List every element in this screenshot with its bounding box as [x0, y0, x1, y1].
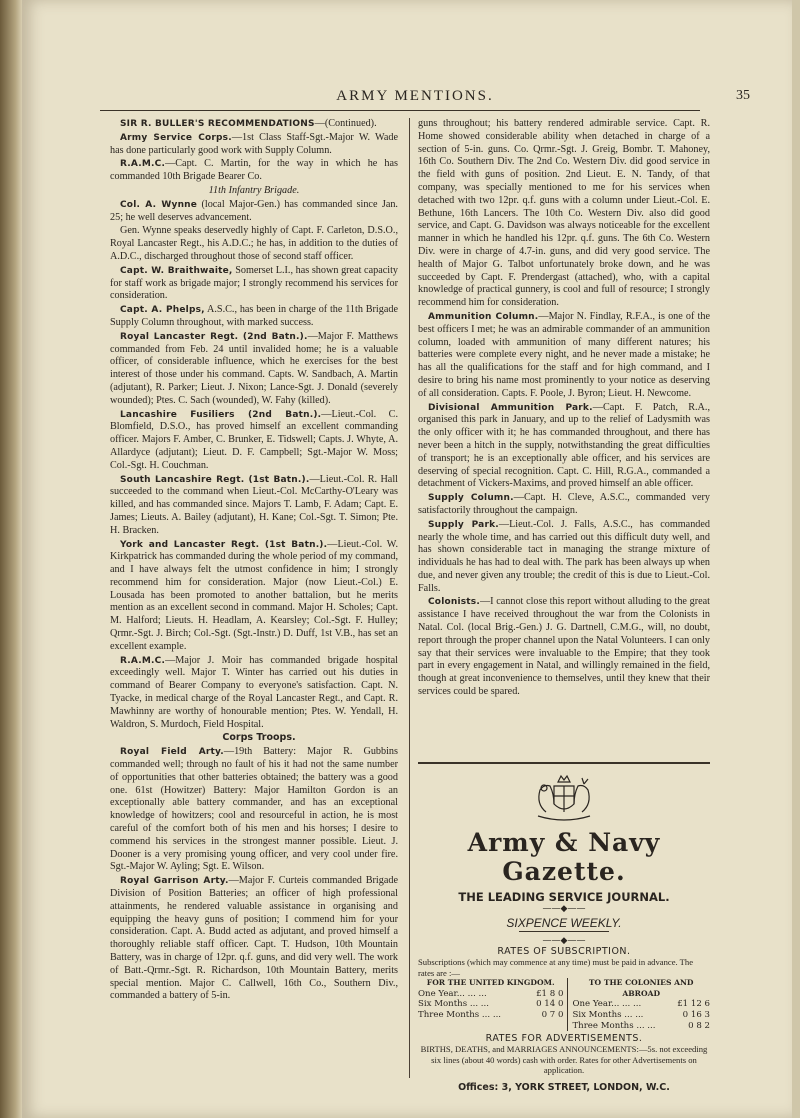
unit-heading: R.A.M.C. [120, 159, 166, 170]
running-header [70, 88, 760, 112]
section-heading: Corps Troops. [222, 732, 296, 744]
ads-heading: RATES FOR ADVERTISEMENTS. [485, 1033, 643, 1045]
rate-row [572, 1021, 710, 1032]
paragraph-text: —Capt. F. Patch, R.A., organised this park in January, and up to the relief of Ladysmith was the only officer with it; he has commanded throughout, and there has never been a hitch in the supply, notwithstanding the great difficulties of transport; he is an exceptionally able officer, and his services are deserving of special recognition. Capt. C. Hill, R.G.A., commanded a detachment of Vickers-Maxims, and proved himself an able officer. [418, 401, 710, 490]
unit-heading: Capt. W. Braithwaite, [120, 265, 233, 276]
paragraph [110, 474, 398, 538]
royal-coat-of-arms-icon [518, 768, 610, 826]
rate-price: 0 14 0 [536, 999, 564, 1010]
brigade-subheading: 11th Infantry Brigade. [208, 184, 300, 196]
paragraph-text: —Capt. H. Cleve, A.S.C., commanded very satisfactorily throughout the campaign. [418, 492, 710, 516]
rate-label: Three Months ... ... [572, 1020, 656, 1031]
paragraph [418, 596, 710, 698]
paragraph-text: —Lieut.-Col. R. Hall succeeded to the command when Lieut.-Col. McCarthy-O'Leary was killed, and has commanded since. Majors T. Lamb, F. Adam; Capt. E. James; Lieuts. A. Bailey (adjutant), H. Kane; Col.-Sgt. T. Simon; Pte. H. Bracken. [110, 473, 398, 536]
paragraph-text: —Lieut.-Col. C. Blomfield, D.S.O., has proved himself an excellent commanding officer. Majors F. Amber, C. Brunker, E. Tidswell; Capts. J. Whyte, A. Allardyce (adjutant); Lieut. D. F. Campbell; Sgt.-Major W. Moss; Col.-Sgt. H. Couchman. [110, 408, 399, 471]
unit-heading: Colonists. [428, 597, 480, 608]
price-rule [519, 931, 609, 932]
rate-label: Six Months ... ... [418, 999, 489, 1010]
rate-price: 0 8 2 [688, 1020, 710, 1031]
paragraph [418, 402, 710, 492]
paragraph [110, 225, 398, 263]
paragraph [110, 875, 398, 1003]
paragraph-text: —Capt. C. Martin, for the way in which he has commanded 10th Brigade Bearer Co. [110, 158, 398, 183]
unit-heading: Lancashire Fusiliers (2nd Batn.). [120, 409, 322, 420]
rate-row [418, 989, 563, 1000]
unit-heading: South Lancashire Regt. (1st Batn.). [120, 474, 310, 485]
unit-heading: Supply Park. [428, 519, 499, 530]
paragraph-text: (local Major-Gen.) has commanded since Jan. 25; he well deserves advancement. [110, 198, 398, 223]
unit-heading: Divisional Ammunition Park. [428, 402, 593, 413]
paragraph [110, 132, 398, 158]
rate-label: Three Months ... ... [418, 1009, 502, 1020]
unit-heading: Supply Column. [428, 493, 514, 504]
paragraph [110, 158, 398, 184]
paragraph-text: —19th Battery: Major R. Gubbins commanded well; through no fault of his it had not the same number of opportunities that other batteries obtained; the battery was a good one. 61st (Howitzer) Battery: Major Hamilton Gordon is an exceptionally able battery commander, and has an exceptional knowledge of howitzers; cool and resourceful in action, he is most careful of the comfort both of his men and his horses; I desire to commend his services in the strongest manner possible. Lieut. J. Dooner is a very promising young officer, and very cool under fire. Sgt.-Major W. Ayling; Sgt. E. Wilson. [110, 746, 398, 873]
unit-heading: Ammunition Column. [428, 311, 539, 322]
uk-rates [418, 978, 568, 1031]
paragraph-text: Gen. Wynne speaks deservedly highly of Capt. F. Carleton, D.S.O., Royal Lancaster Regt., his A.D.C.; he has, in addition to the duties of A.D.C., discharged throughout those of second staff officer. [110, 225, 398, 262]
unit-heading: Royal Field Arty. [120, 747, 224, 758]
column-divider [409, 118, 410, 1078]
paragraph-text: —Major N. Findlay, R.F.A., is one of the best officers I met; he was an admirable commander of an ammunition column, loaded with ammunition of many different natures; his batteries were complete every night, and he never made a mistake; he has all the qualifications for the staff and for high command, and I desire to bring his name most prominently to your notice as deserving of all consideration. Capts. F. Poole, J. Byron; Lieut. H. Newcome. [418, 310, 710, 399]
unit-heading: Capt. A. Phelps, [120, 305, 205, 316]
left-column [110, 118, 398, 1004]
gazette-title: Army & Navy Gazette. [467, 828, 661, 886]
advert-rule [418, 762, 710, 764]
unit-heading: Royal Garrison Arty. [120, 876, 229, 887]
page-title: ARMY MENTIONS. [336, 88, 494, 104]
rate-price: 0 7 0 [541, 1009, 564, 1020]
header-rule [100, 110, 700, 111]
paragraph-text: —(Continued). [314, 118, 377, 129]
paragraph [418, 118, 710, 310]
rate-label: Six Months ... ... [572, 1009, 644, 1020]
paragraph-text: A.S.C., has been in charge of the 11th Brigade Supply Column throughout, with marked success. [110, 304, 398, 328]
paragraph-text: —1st Class Staff-Sgt.-Major W. Wade has done particularly good work with Supply Column. [110, 131, 398, 156]
unit-heading: R.A.M.C. [120, 655, 166, 666]
paragraph [418, 311, 710, 401]
paragraph-text: —Lieut.-Col. W. Kirkpatrick has commanded during the whole period of my command, and I have always felt the utmost confidence in him; I strongly recommend him for consideration. Major (now Lieut.-Col.) E. Lousada has been promoted to another battalion, but he merits mention as an excellent second in command. Major H. Scholes; Capt. M. Halford; Lieuts. H. Headlam, A. Kearsley; Col.-Sgt. F. Hulley; Qrmr.-Sgt. J. Birch; Col.-Sgt. (Sgt.-Instr.) D. Duff, 1st V.B., has set an excellent example. [110, 538, 398, 652]
paragraph-text: Somerset L.I., has shown great capacity for staff work as brigade major; I strongly recommend his services for consideration. [110, 264, 398, 302]
ornament: ——◆—— [542, 936, 586, 946]
ornament: ——◆—— [542, 904, 586, 914]
rate-price: £1 8 0 [536, 988, 564, 999]
ads-text: BIRTHS, DEATHS, and MARRIAGES ANNOUNCEMENTS:—5s. not exceeding six lines (about 40 words) cash with order. Rates for other Advertisements on application. [420, 1044, 708, 1076]
unit-heading: SIR R. BULLER'S RECOMMENDATIONS [120, 119, 315, 129]
paragraph [418, 492, 710, 518]
paragraph-text: —Major F. Curteis commanded Brigade Division of Position Batteries; an officer of high professional attainments, he rendered valuable assistance in organising and equipping the heavy guns of position; I commend him for your consideration. Capt. A. Budd acted as adjutant, and proved himself a thoroughly reliable staff officer. Capt. T. Hudson, 10th Mountain Battery, was in charge of 12pr. q.f. guns, and did very well. The work of Batt.-Qrmr.-Sgt. R. Richardson, 10th Mountain Battery, merits special mention. Major C. Callwell, 16th Co., Southern Div., commanded a battery of 5-in. [110, 875, 398, 1002]
paragraph-text: —Major F. Matthews commanded from Feb. 24 until invalided home; he is a valuable officer, of considerable influence, which he exercises for the best interest of those under his command. Capts. W. Sandbach, A. Martin (adjutant), R. Parker; Lieut. J. Nixon; Lance-Sgt. J. Donald (severely wounded); Ptes. C. Sach (wounded), W. Fahy (killed). [110, 330, 398, 406]
paragraph [110, 265, 398, 303]
right-column [418, 118, 710, 700]
rate-row [418, 1010, 563, 1021]
paragraph [110, 199, 398, 225]
paragraph-text: —I cannot close this report without alluding to the great assistance I have received throughout the war from the Colonists in Natal. Col. (local Brig.-Gen.) J. G. Dartnell, C.M.G., will, no doubt, report through the proper channel upon the Natal Volunteers. I can only say that their services were invaluable to the Empire; that they took part in every engagement in Natal, and willingly remained in the field, though at great inconvenience to themselves, until they knew that their services could be spared. [418, 596, 710, 698]
paragraph [110, 409, 398, 473]
gazette-price: SIXPENCE WEEKLY. [506, 916, 622, 930]
paragraph [110, 304, 398, 330]
unit-heading: York and Lancaster Regt. (1st Batn.). [120, 539, 328, 550]
gazette-advertisement [418, 762, 710, 1093]
rates-note: Subscriptions (which may commence at any time) must be paid in advance. The rates are :— [418, 957, 694, 978]
unit-heading: Col. A. Wynne [120, 199, 198, 210]
paragraph [110, 118, 398, 131]
paragraph-text: —Major J. Moir has commanded brigade hospital exceedingly well. Major T. Winter has carried out his duties in command of Bearer Company to everyone's satisfaction. Capt. N. Tyacke, in medical charge of the Royal Lancaster Regt., and Capt. R. Mawhinny are worthy of honourable mention; Ptes. W. Yendall, H. Waldron, S. Murdoch, Field Hospital. [110, 654, 398, 730]
uk-rates-heading: FOR THE UNITED KINGDOM. [426, 978, 555, 988]
rate-label: One Year... ... ... [418, 988, 487, 999]
paragraph-text: guns throughout; his battery rendered admirable service. Capt. R. Home showed considerable ability when detached in charge of a section of 5-in. guns. Co. Qrmr.-Sgt. J. Greig, Bombr. T. Mahoney, 16th Co. Southern Div. The 2nd Co. Western Div. did good service in the field with guns of position. 2nd Lieut. E. N. Tandy, of that company, was specially mentioned to me for his services when detached with two 12pr. q.f. guns with a column under Lieut.-Col. E. Bethune, 16th Lancers. The 10th Co. Western Div. also did good service, and Capt. G. Davidson was always noticeable for the excellent manner in which he handled his 12pr. q.f. guns. The 6th Co. Western Div. were in charge of 4.7-in. guns, and did very good service. The health of Major G. Talbot unfortunately broke down, and he was succeeded by Capt. F. Prendergast (attached), who, with a capital knowledge of practical gunnery, is cool and full of resource; I strongly recommend him for consideration. [418, 118, 710, 309]
paragraph [110, 655, 398, 732]
paragraph [110, 331, 398, 408]
rate-label: One Year... ... ... [572, 999, 642, 1010]
paragraph [418, 519, 710, 596]
paragraph [110, 539, 398, 654]
abroad-rates-heading: TO THE COLONIES AND ABROAD [588, 978, 694, 998]
rate-row [418, 999, 563, 1010]
rate-row [572, 1010, 710, 1021]
gazette-tagline: THE LEADING SERVICE JOURNAL. [458, 890, 670, 904]
paragraph-text: —Lieut.-Col. J. Falls, A.S.C., has commanded nearly the whole time, and has carried out this difficult duty well, and has shown considerable tact in managing the strange mixture of individuals he has had to deal with. The park has been always up when due, and never given any trouble; the credit of this is due to Lieut.-Col. Falls. [418, 518, 710, 594]
rates-table [418, 978, 710, 1031]
abroad-rates [568, 978, 710, 1031]
page-number: 35 [736, 88, 750, 103]
paragraph [110, 746, 398, 874]
unit-heading: Royal Lancaster Regt. (2nd Batn.). [120, 331, 308, 342]
rate-row [572, 999, 710, 1010]
unit-heading: Army Service Corps. [120, 132, 232, 143]
binding-gutter [0, 0, 22, 1118]
offices-address: Offices: 3, YORK STREET, LONDON, W.C. [458, 1081, 670, 1093]
rates-heading: RATES OF SUBSCRIPTION. [497, 946, 631, 957]
rate-price: £1 12 6 [677, 999, 710, 1010]
rate-price: 0 16 3 [682, 1009, 710, 1020]
